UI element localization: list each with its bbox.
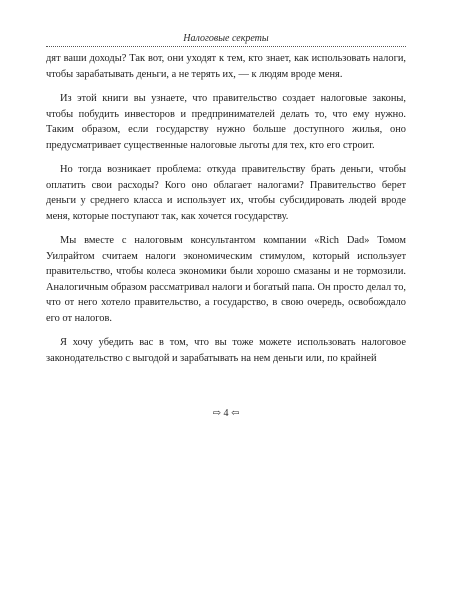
paragraph-continued: дят ваши доходы? Так вот, они уходят к тем, кто знает, как использовать налоги, чтобы зарабатывать деньги, а не терять их, — к людям вроде меня. (46, 53, 406, 80)
paragraph: Я хочу убедить вас в том, что вы тоже можете использовать налоговое законодательство с выгодой и зарабатывать на нем деньги или, по крайней (46, 337, 406, 364)
header-divider (46, 46, 406, 47)
page-number-value: 4 (223, 408, 229, 419)
page-number (46, 408, 406, 420)
folio-ornament-right-icon: ⇦ (231, 408, 240, 419)
paragraph: Но тогда возникает проблема: откуда правительству брать деньги, чтобы оплатить свои расходы? Кого оно облагает налогами? Правительство берет деньги у среднего класса и использует их, чтобы субсидировать людей вроде меня, которые поступают так, как хочется государству. (46, 164, 406, 222)
folio-ornament-left-icon: ⇨ (212, 408, 221, 419)
running-header: Налоговые секреты (183, 33, 269, 44)
paragraph: Из этой книги вы узнаете, что правительство создает налоговые законы, чтобы побудить инвесторов и предпринимателей делать то, что ему нужно. Таким образом, если государству нужно больше доступного жилья, оно предусматривает существенные налоговые льготы для тех, кто его строит. (46, 93, 406, 151)
paragraph: Мы вместе с налоговым консультантом компании «Rich Dad» Томом Уилрайтом считаем налоги экономическим стимулом, который использует правительство, чтобы колеса экономики были хорошо смазаны и не тормозили. Аналогичным образом рассматривал налоги и богатый папа. Он просто делал то, что от него хотело правительство, а государство, в свою очередь, освобождало его от налогов. (46, 235, 406, 324)
body-text (46, 51, 406, 366)
